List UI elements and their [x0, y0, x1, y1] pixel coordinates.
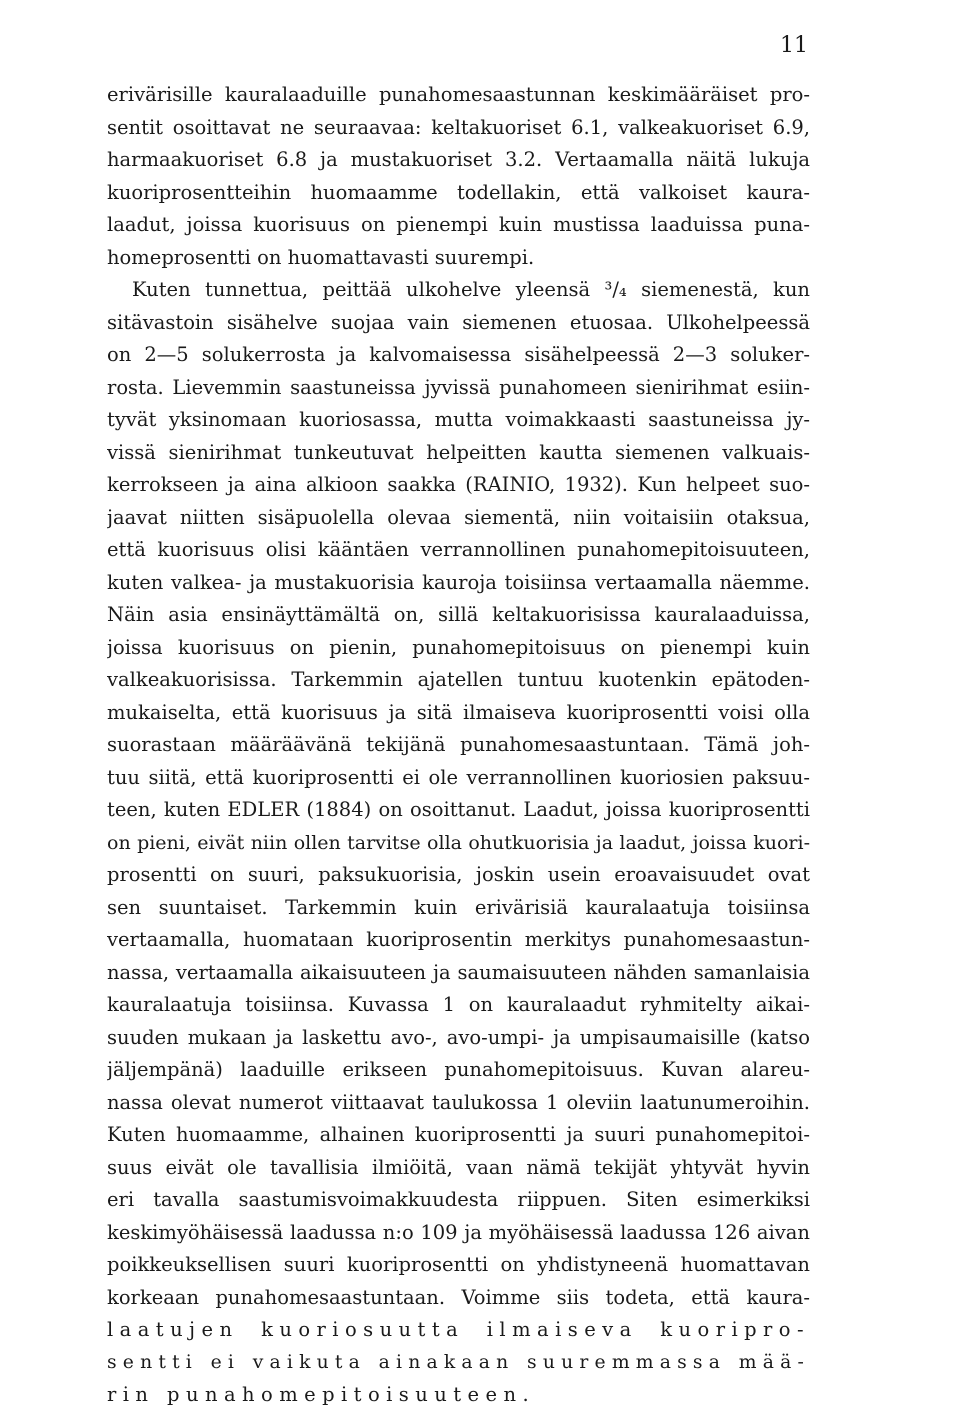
text-line: poikkeuksellisen suuri kuoriprosentti on yhdistyneenä huomattavan: [107, 1253, 810, 1276]
text-line: prosentti on suuri, paksukuorisia, joskin usein eroavaisuudet ovat: [107, 863, 810, 886]
text-line: sen suuntaiset. Tarkemmin kuin erivärisiä kauralaatuja toisiinsa: [107, 895, 810, 919]
page-number: 11: [780, 33, 808, 58]
text-line: suorastaan määräävänä tekijänä punahomesaastuntaan. Tämä joh-: [107, 733, 810, 756]
text-line: laadut, joissa kuorisuus on pienempi kuin mustissa laaduissa puna-: [107, 213, 810, 236]
text-line: jaavat niitten sisäpuolella olevaa siementä, niin voitaisiin otaksua,: [107, 505, 810, 529]
text-line: on 2—5 solukerrosta ja kalvomaisessa sisähelpeessä 2—3 soluker-: [107, 343, 810, 366]
text-line: tyvät yksinomaan kuoriosassa, mutta voimakkaasti saastuneissa jy-: [107, 408, 810, 431]
text-line: korkeaan punahomesaastuntaan. Voimme siis todeta, että kaura-: [107, 1285, 810, 1309]
text-line: kauralaatuja toisiinsa. Kuvassa 1 on kauralaadut ryhmitelty aikai-: [107, 993, 810, 1016]
text-line: Kuten huomaamme, alhainen kuoriprosentti ja suuri punahomepitoi-: [107, 1123, 810, 1146]
text-line: Näin asia ensinäyttämältä on, sillä keltakuorisissa kauralaaduissa,: [107, 603, 810, 626]
text-line: eri tavalla saastumisvoimakkuudesta riippuen. Siten esimerkiksi: [107, 1188, 810, 1211]
text-line: sitävastoin sisähelve suojaa vain siemenen etuosaa. Ulkohelpeessä: [107, 310, 810, 334]
text-line: rosta. Lievemmin saastuneissa jyvissä punahomeen sienirihmat esiin-: [107, 375, 810, 399]
text-line: tuu siitä, että kuoriprosentti ei ole verrannollinen kuoriosien paksuu-: [107, 765, 810, 789]
emphasized-text-line: rin punahomepitoisuuteen.: [107, 1383, 536, 1406]
text-line: teen, kuten EDLER (1884) on osoittanut. Laadut, joissa kuoriprosentti: [107, 798, 810, 821]
text-line: jäljempänä) laaduille erikseen punahomepitoisuus. Kuvan alareu-: [107, 1058, 810, 1081]
text-line: erivärisille kauralaaduille punahomesaastunnan keskimääräiset pro-: [107, 83, 810, 106]
text-line: nassa, vertaamalla aikaisuuteen ja saumaisuuteen nähden samanlaisia: [107, 960, 810, 984]
text-line: suuden mukaan ja laskettu avo-, avo-umpi- ja umpisaumaisille (katso: [107, 1025, 810, 1049]
text-line: kuten valkea- ja mustakuorisia kauroja toisiinsa vertaamalla näemme.: [107, 570, 810, 594]
text-line: vissä sienirihmat tunkeutuvat helpeitten kautta siemenen valkuais-: [107, 440, 810, 464]
text-line: vertaamalla, huomataan kuoriprosentin merkitys punahomesaastun-: [107, 928, 810, 951]
text-line: harmaakuoriset 6.8 ja mustakuoriset 3.2. Vertaamalla näitä lukuja: [107, 148, 810, 171]
text-line: joissa kuorisuus on pienin, punahomepitoisuus on pienempi kuin: [107, 635, 810, 659]
text-line: että kuorisuus olisi kääntäen verrannollinen punahomepitoisuuteen,: [107, 538, 810, 561]
text-line: on pieni, eivät niin ollen tarvitse olla ohutkuorisia ja laadut, joissa kuori-: [107, 831, 810, 854]
body-text: [107, 79, 810, 1412]
text-line: kerrokseen ja aina alkioon saakka (RAINIO, 1932). Kun helpeet suo-: [107, 473, 810, 496]
text-line: homeprosentti on huomattavasti suurempi.: [107, 245, 535, 269]
text-line: mukaiselta, että kuorisuus ja sitä ilmaiseva kuoriprosentti voisi olla: [107, 700, 810, 724]
text-line: valkeakuorisissa. Tarkemmin ajatellen tuntuu kuotenkin epätoden-: [107, 668, 810, 691]
text-line: keskimyöhäisessä laadussa n:o 109 ja myöhäisessä laadussa 126 aivan: [107, 1220, 810, 1244]
text-line: kuoriprosentteihin huomaamme todellakin, että valkoiset kaura-: [107, 180, 810, 204]
text-line: Kuten tunnettua, peittää ulkohelve yleensä ³/₄ siemenestä, kun: [132, 278, 810, 301]
emphasized-text-line: laatujen kuoriosuutta ilmaiseva kuoripro-: [107, 1318, 810, 1341]
emphasized-text-line: sentti ei vaikuta ainakaan suuremmassa mää-: [107, 1351, 810, 1373]
text-line: nassa olevat numerot viittaavat taulukossa 1 oleviin laatunumeroihin.: [107, 1090, 810, 1114]
text-line: suus eivät ole tavallisia ilmiöitä, vaan nämä tekijät yhtyvät hyvin: [107, 1155, 810, 1179]
text-line: sentit osoittavat ne seuraavaa: keltakuoriset 6.1, valkeakuoriset 6.9,: [107, 115, 810, 139]
